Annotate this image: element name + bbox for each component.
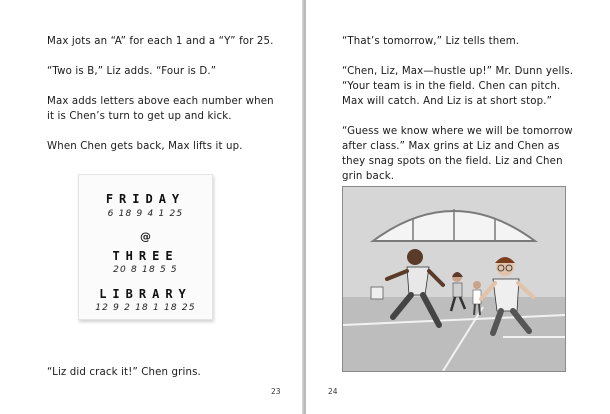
left-paragraph-3: Max adds letters above each number when it is Chen’s turn to get up and kick.	[47, 96, 274, 122]
code-at-sign: @	[140, 230, 151, 243]
code-numbers-three: 20 8 18 5 5	[113, 265, 178, 275]
right-paragraph-2: “Chen, Liz, Max—hustle up!” Mr. Dunn yells. “Your team is in the field. Chen can pitch. Max will catch. And Liz is at short stop.”	[342, 66, 574, 107]
left-page	[0, 0, 304, 414]
left-paragraph-1: Max jots an “A” for each 1 and a “Y” for 25.	[47, 36, 274, 47]
right-paragraph-3: “Guess we know where we will be tomorrow after class.” Max grins at Liz and Chen as they snag spots on the field. Liz and Chen grin back.	[342, 126, 573, 182]
wall-box	[371, 287, 383, 299]
page-number-right: 24	[328, 387, 338, 396]
code-numbers-library: 12 9 2 18 1 18 25	[95, 303, 196, 313]
code-word-three: THREE	[112, 249, 179, 263]
right-paragraph-1: “That’s tomorrow,” Liz tells them.	[342, 36, 520, 47]
gym-floor	[343, 297, 565, 371]
left-last-line: “Liz did crack it!” Chen grins.	[47, 367, 201, 378]
left-paragraph-2: “Two is B,” Liz adds. “Four is D.”	[47, 66, 217, 77]
code-card	[78, 174, 213, 320]
code-word-library: LIBRARY	[99, 287, 192, 301]
page-number-left: 23	[271, 387, 281, 396]
code-numbers-friday: 6 18 9 4 1 25	[107, 209, 184, 219]
code-word-friday: FRIDAY	[105, 192, 186, 206]
gym-illustration	[342, 186, 566, 372]
left-paragraph-4: When Chen gets back, Max lifts it up.	[47, 141, 243, 152]
